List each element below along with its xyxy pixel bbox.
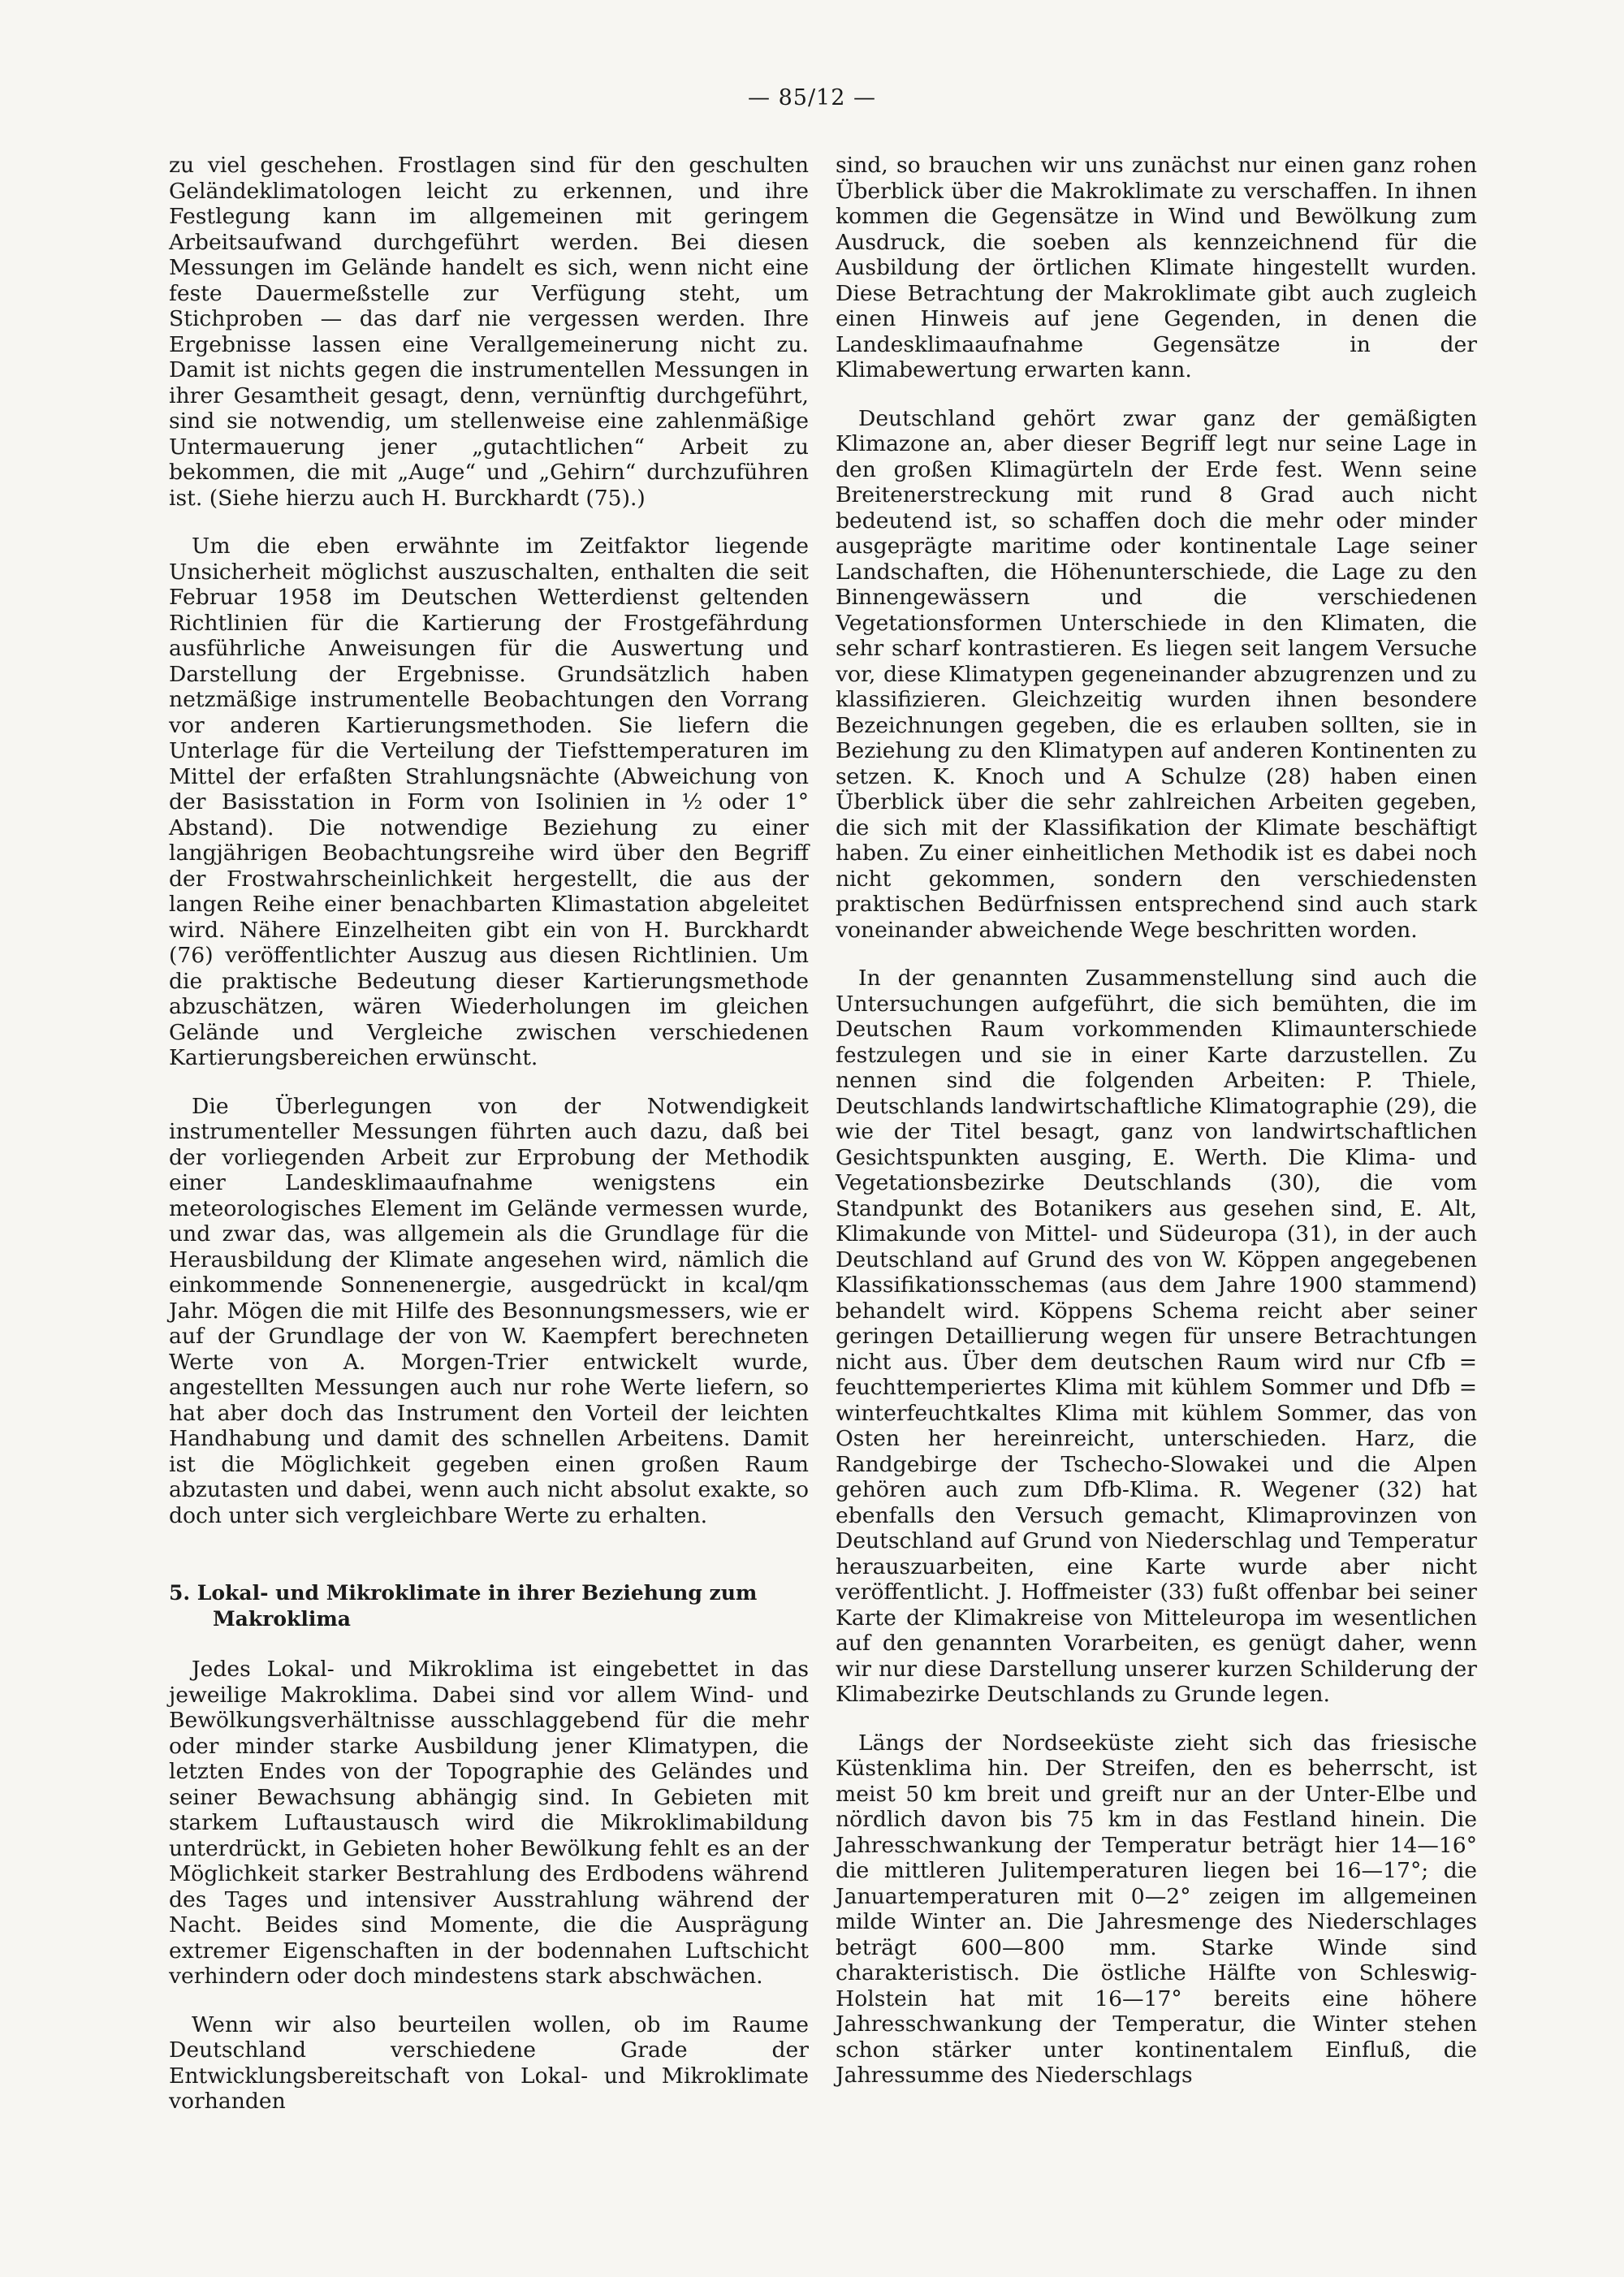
left-column: [169, 153, 809, 2137]
paragraph: In der genannten Zusammenstellung sind auch die Untersuchungen aufgeführt, die sich bemühten, die im Deutschen Raum vorkommenden Klimaunterschiede festzulegen und sie in einer Karte darzustellen. Zu nennen sind die folgenden Arbeiten: P. Thiele, Deutschlands landwirtschaftliche Klimatographie (29), die wie der Titel besagt, ganz von landwirtschaftlichen Gesichtspunkten ausging, E. Werth. Die Klima- und Vegetationsbezirke Deutschlands (30), die vom Standpunkt des Botanikers aus gesehen sind, E. Alt, Klimakunde von Mittel- und Südeuropa (31), in der auch Deutschland auf Grund des von W. Köppen angegebenen Klassifikationsschemas (aus dem Jahre 1900 stammend) behandelt wird. Köppens Schema reicht aber seiner geringen Detaillierung wegen für unsere Betrachtungen nicht aus. Über dem deutschen Raum wird nur Cfb = feuchttemperiertes Klima mit kühlem Sommer und Dfb = winterfeuchtkaltes Klima mit kühlem Sommer, das von Osten her hereinreicht, unterschieden. Harz, die Randgebirge der Tschecho-Slowakei und die Alpen gehören auch zum Dfb-Klima. R. Wegener (32) hat ebenfalls den Versuch gemacht, Klimaprovinzen von Deutschland auf Grund von Niederschlag und Temperatur herauszuarbeiten, eine Karte wurde aber nicht veröffentlicht. J. Hoffmeister (33) fußt offenbar bei seiner Karte der Klimakreise von Mitteleuropa im wesentlichen auf den genannten Vorarbeiten, es genügt daher, wenn wir nur diese Darstellung unserer kurzen Schilderung der Klimabezirke Deutschlands zu Grunde legen.: [836, 966, 1477, 1707]
paragraph: Wenn wir also beurteilen wollen, ob im Raume Deutschland verschiedene Grade der Entwicklungsbereitschaft von Lokal- und Mikroklimate vorhanden: [169, 2011, 809, 2114]
section-heading: 5. Lokal- und Mikroklimate in ihrer Beziehung zum Makroklima: [169, 1581, 758, 1631]
paragraph: Deutschland gehört zwar ganz der gemäßigten Klimazone an, aber dieser Begriff legt nur seine Lage in den großen Klimagürteln der Erde fest. Wenn seine Breitenerstreckung mit rund 8 Grad auch nicht bedeutend ist, so schaffen doch die mehr oder minder ausgeprägte maritime oder kontinentale Lage seiner Landschaften, die Höhenunterschiede, die Lage zu den Binnengewässern und die verschiedenen Vegetationsformen Unterschiede in den Klimaten, die sehr scharf kontrastieren. Es liegen seit langem Versuche vor, diese Klimatypen gegeneinander abzugrenzen und zu klassifizieren. Gleichzeitig wurden ihnen besondere Bezeichnungen gegeben, die es erlauben sollten, sie in Beziehung zu den Klimatypen auf anderen Kontinenten zu setzen. K. Knoch und A Schulze (28) haben einen Überblick über die sehr zahlreichen Arbeiten gegeben, die sich mit der Klassifikation der Klimate beschäftigt haben. Zu einer einheitlichen Methodik ist es dabei noch nicht gekommen, sondern den verschiedensten praktischen Bedürfnissen entsprechend sind auch stark voneinander abweichende Wege beschritten worden.: [836, 405, 1477, 943]
paragraph: Jedes Lokal- und Mikroklima ist eingebettet in das jeweilige Makroklima. Dabei sind vor allem Wind- und Bewölkungsverhältnisse ausschlaggebend für die mehr oder minder starke Ausbildung jener Klimatypen, die letzten Endes von der Topographie des Geländes und seiner Bewachsung abhängig sind. In Gebieten mit starkem Luftaustausch wird die Mikroklimabildung unterdrückt, in Gebieten hoher Bewölkung fehlt es an der Möglichkeit starker Bestrahlung des Erdbodens während des Tages und intensiver Ausstrahlung während der Nacht. Beides sind Momente, die die Ausprägung extremer Eigenschaften in der bodennahen Luftschicht verhindern oder doch mindestens stark abschwächen.: [169, 1657, 809, 1989]
paragraph: sind, so brauchen wir uns zunächst nur einen ganz rohen Überblick über die Makroklimate zu verschaffen. In ihnen kommen die Gegensätze in Wind und Bewölkung zum Ausdruck, die soeben als kennzeichnend für die Ausbildung der örtlichen Klimate hingestellt wurden. Diese Betrachtung der Makroklimate gibt auch zugleich einen Hinweis auf jene Gegenden, in denen die Landesklimaaufnahme Gegensätze in der Klimabewertung erwarten kann.: [836, 153, 1477, 382]
page-number-header: — 85/12 —: [748, 85, 876, 110]
paragraph: Um die eben erwähnte im Zeitfaktor liegende Unsicherheit möglichst auszuschalten, enthalten die seit Februar 1958 im Deutschen Wetterdienst geltenden Richtlinien für die Kartierung der Frostgefährdung ausführliche Anweisungen für die Auswertung und Darstellung der Ergebnisse. Grundsätzlich haben netzmäßige instrumentelle Beobachtungen den Vorrang vor anderen Kartierungsmethoden. Sie liefern die Unterlage für die Verteilung der Tiefsttemperaturen im Mittel der erfaßten Strahlungsnächte (Abweichung von der Basisstation in Form von Isolinien in ½ oder 1° Abstand). Die notwendige Beziehung zu einer langjährigen Beobachtungsreihe wird über den Begriff der Frostwahrscheinlichkeit hergestellt, die aus der langen Reihe einer benachbarten Klimastation abgeleitet wird. Nähere Einzelheiten gibt ein von H. Burckhardt (76) veröffentlichter Auszug aus diesen Richtlinien. Um die praktische Bedeutung dieser Kartierungsmethode abzuschätzen, wären Wiederholungen im gleichen Gelände und Vergleiche zwischen verschiedenen Kartierungsbereichen erwünscht.: [169, 534, 809, 1070]
paragraph: Längs der Nordseeküste zieht sich das friesische Küstenklima hin. Der Streifen, den es beherrscht, ist meist 50 km breit und greift nur an der Unter-Elbe und nördlich davon bis 75 km in das Festland hinein. Die Jahresschwankung der Temperatur beträgt hier 14—16° die mittleren Julitemperaturen liegen bei 16—17°; die Januartemperaturen mit 0—2° zeigen im allgemeinen milde Winter an. Die Jahresmenge des Niederschlages beträgt 600—800 mm. Starke Winde sind charakteristisch. Die östliche Hälfte von Schleswig-Holstein hat mit 16—17° bereits eine höhere Jahresschwankung der Temperatur, die Winter stehen schon stärker unter kontinentalem Einfluß, die Jahressumme des Niederschlags: [836, 1730, 1477, 2088]
paragraph: Die Überlegungen von der Notwendigkeit instrumenteller Messungen führten auch dazu, daß bei der vorliegenden Arbeit zur Erprobung der Methodik einer Landesklimaaufnahme wenigstens ein meteorologisches Element im Gelände vermessen wurde, und zwar das, was allgemein als die Grundlage für die Herausbildung der Klimate angesehen wird, nämlich die einkommende Sonnenenergie, ausgedrückt in kcal/qm Jahr. Mögen die mit Hilfe des Besonnungsmessers, wie er auf der Grundlage der von W. Kaempfert berechneten Werte von A. Morgen-Trier entwickelt wurde, angestellten Messungen auch nur rohe Werte liefern, so hat aber doch das Instrument den Vorteil der leichten Handhabung und damit des schnellen Arbeitens. Damit ist die Möglichkeit gegeben einen großen Raum abzutasten und dabei, wenn auch nicht absolut exakte, so doch unter sich vergleichbare Werte zu erhalten.: [169, 1093, 809, 1528]
right-column: [836, 153, 1477, 2111]
paragraph: zu viel geschehen. Frostlagen sind für den geschulten Geländeklimatologen leicht zu erkennen, und ihre Festlegung kann im allgemeinen mit geringem Arbeitsaufwand durchgeführt werden. Bei diesen Messungen im Gelände handelt es sich, wenn nicht eine feste Dauermeßstelle zur Verfügung steht, um Stichproben — das darf nie vergessen werden. Ihre Ergebnisse lassen eine Verallgemeinerung nicht zu. Damit ist nichts gegen die instrumentellen Messungen in ihrer Gesamtheit gesagt, denn, vernünftig durchgeführt, sind sie notwendig, um stellenweise eine zahlenmäßige Untermauerung jener „gutachtlichen“ Arbeit zu bekommen, die mit „Auge“ und „Gehirn“ durchzuführen ist. (Siehe hierzu auch H. Burckhardt (75).): [169, 153, 809, 511]
